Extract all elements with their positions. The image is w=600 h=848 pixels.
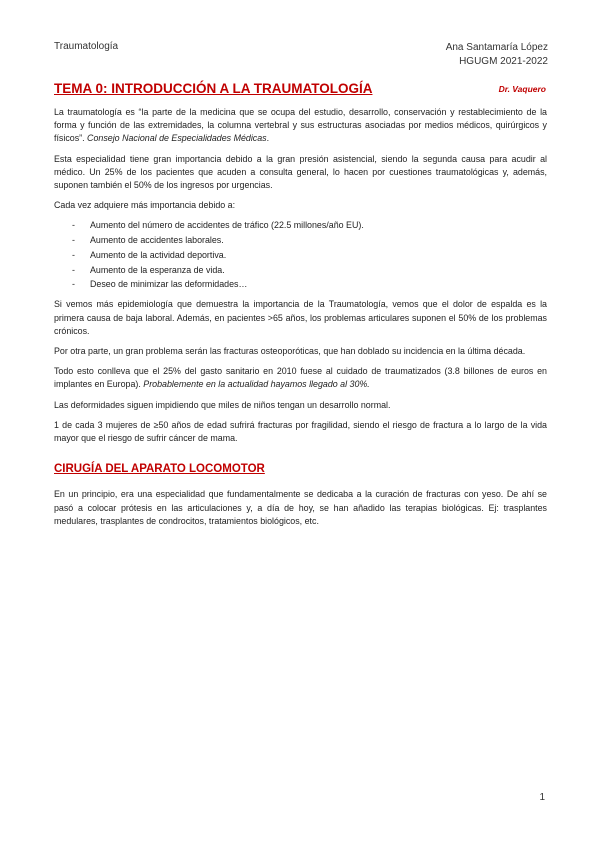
list-item: - Aumento de la esperanza de vida. bbox=[54, 264, 547, 277]
bullet-dash: - bbox=[72, 249, 75, 260]
spending-text: Todo esto conlleva que el 25% del gasto sanitario en 2010 fuese al cuidado de traumatizados (3.8 billones de euros en implantes en Europa). bbox=[54, 366, 547, 390]
document-body bbox=[54, 106, 547, 535]
paragraph-deformities: Las deformidades siguen impidiendo que miles de niños tengan un desarrollo normal. bbox=[54, 399, 391, 410]
paragraph-osteoporotic: Por otra parte, un gran problema serán las fracturas osteoporóticas, que han doblado su incidencia en la última década. bbox=[54, 346, 526, 357]
page-number: 1 bbox=[539, 792, 545, 803]
bullet-dash: - bbox=[72, 220, 75, 231]
list-item: - Aumento de accidentes laborales. bbox=[54, 234, 547, 247]
header-author-block bbox=[446, 41, 548, 69]
paragraph-importance: Esta especialidad tiene gran importancia debido a la gran presión asistencial, siendo la segunda causa para acudir al médico. Un 25% de los pacientes que acuden a consulta general, lo hacen por cuestiones traumatológicas y, además, suponen también el 50% de los ingresos por urgencias. bbox=[54, 153, 547, 191]
bullet-dash: - bbox=[72, 235, 75, 246]
header-course: HGUGM 2021-2022 bbox=[459, 56, 548, 67]
reasons-list bbox=[54, 219, 547, 291]
list-item: - Aumento del número de accidentes de tráfico (22.5 millones/año EU). bbox=[54, 219, 547, 232]
paragraph-spending bbox=[54, 365, 547, 391]
paragraph-list-intro: Cada vez adquiere más importancia debido a: bbox=[54, 200, 236, 211]
page-title: TEMA 0: INTRODUCCIÓN A LA TRAUMATOLOGÍA bbox=[54, 81, 373, 96]
paragraph-epidemiology: Si vemos más epidemiología que demuestra la importancia de la Traumatología, vemos que el dolor de espalda es la primera causa de baja laboral. Además, en pacientes >65 años, los problemas articulares suponen el 50% de los problemas crónicos. bbox=[54, 299, 547, 336]
spending-note: Probablemente en la actualidad hayamos llegado al 30%. bbox=[143, 379, 370, 390]
header-subject: Traumatología bbox=[54, 41, 119, 52]
title-row bbox=[54, 80, 548, 98]
definition-text: La traumatología es “la parte de la medicina que se ocupa del estudio, desarrollo, conservación y restablecimiento de la forma y función de las extremidades, la columna vertebral y sus estructuras asociadas por medios médicos, quirúrgicos y físicos”. bbox=[54, 107, 547, 144]
definition-source: Consejo Nacional de Especialidades Médicas bbox=[87, 133, 267, 144]
bullet-dash: - bbox=[72, 264, 75, 275]
section-heading: CIRUGÍA DEL APARATO LOCOMOTOR bbox=[54, 463, 265, 476]
paragraph-surgery: En un principio, era una especialidad que fundamentalmente se dedicaba a la curación de fracturas con yeso. De ahí se pasó a colocar prótesis en las articulaciones y, a día de hoy, se han añadido las terapias biológicas. Ej: trasplantes medulares, trasplantes de condrocitos, tratamientos biológicos, etc. bbox=[54, 489, 547, 526]
paragraph-definition: La traumatología es “la parte de la medicina que se ocupa del estudio, desarrollo, conservación y restablecimiento de la forma y función de las extremidades, la columna vertebral y sus estructuras asociadas por medios médicos, quirúrgicos y físicos”. Consejo Nacional de Especialidades Médicas. bbox=[54, 107, 547, 144]
bullet-dash: - bbox=[72, 279, 75, 290]
paragraph-fragility: 1 de cada 3 mujeres de ≥50 años de edad sufrirá fracturas por fragilidad, siendo el riesgo de fractura a lo largo de la vida mayor que el riesgo de sufrir cáncer de mama. bbox=[54, 419, 547, 444]
header-author-name: Ana Santamaría López bbox=[445, 42, 548, 53]
list-item: - Deseo de minimizar las deformidades… bbox=[54, 278, 547, 291]
lecturer-name: Dr. Vaquero bbox=[498, 84, 546, 94]
list-item: - Aumento de la actividad deportiva. bbox=[54, 249, 547, 262]
